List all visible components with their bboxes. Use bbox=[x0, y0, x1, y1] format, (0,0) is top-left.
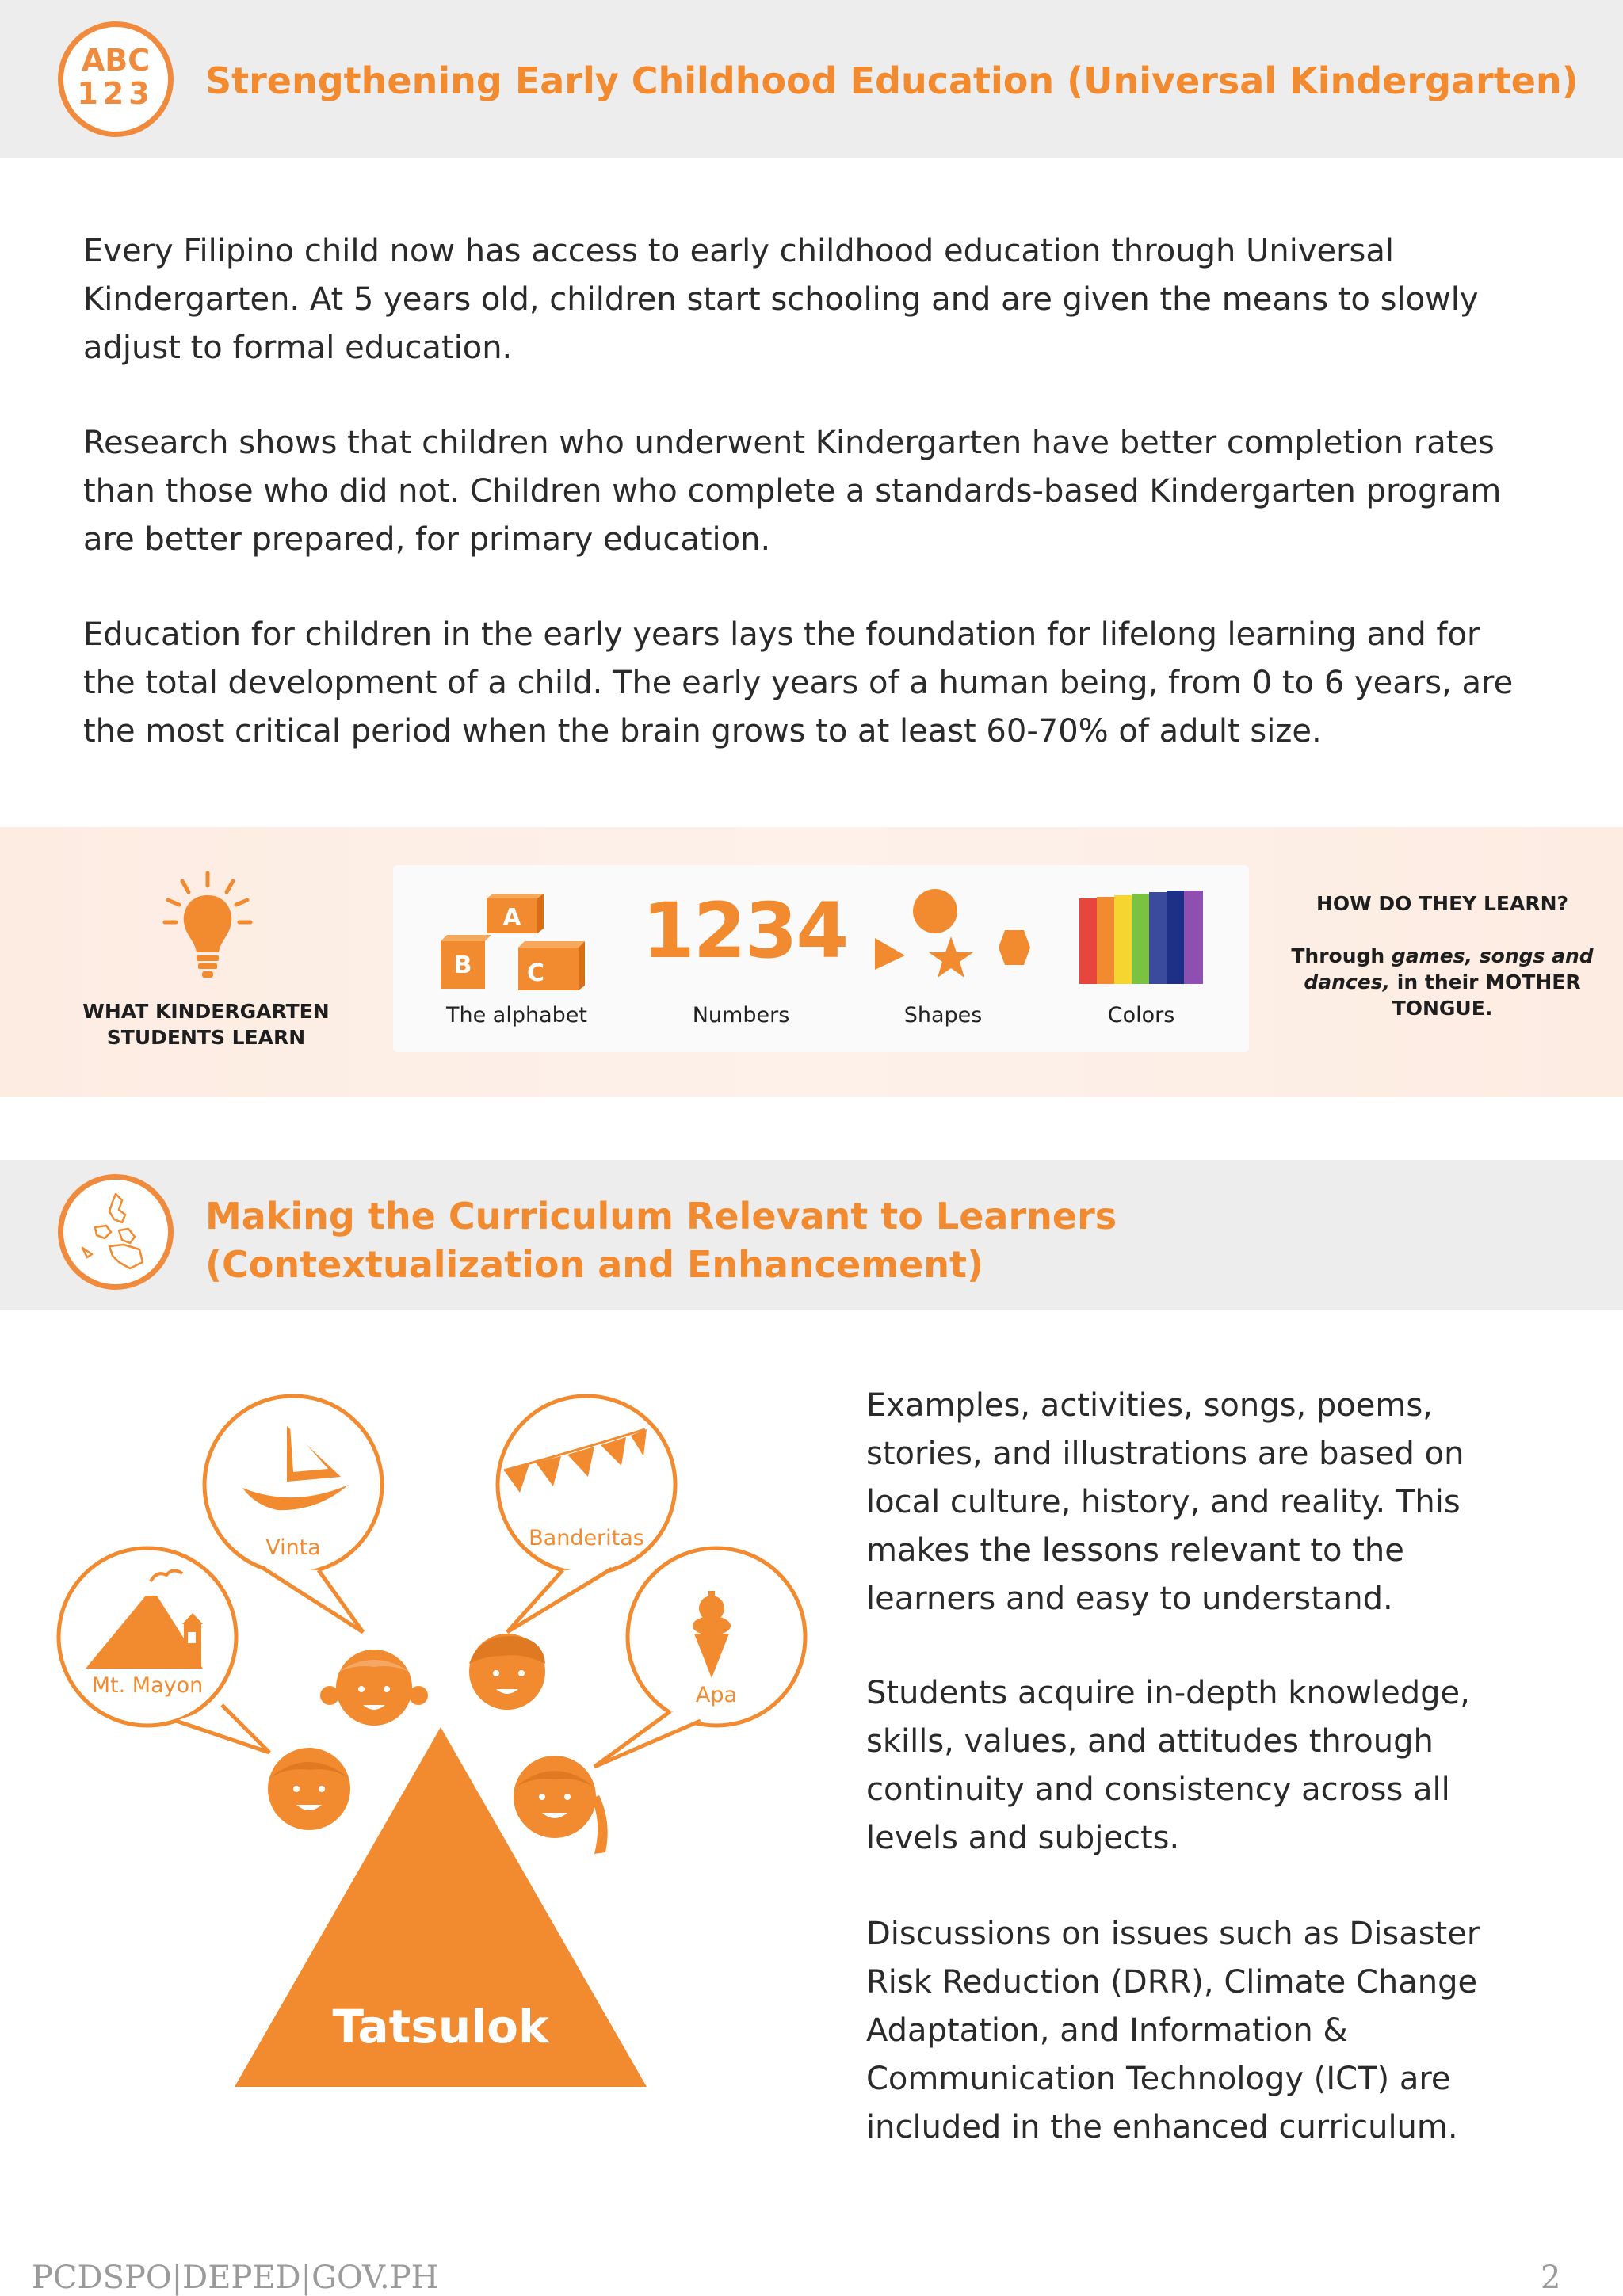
child-face-icon bbox=[514, 1756, 608, 1854]
text-line: included in the enhanced curriculum. bbox=[866, 2109, 1458, 2145]
vinta-icon bbox=[242, 1426, 349, 1510]
section1-paragraph bbox=[83, 227, 1479, 372]
alphabet-label: The alphabet bbox=[446, 1003, 587, 1028]
shapes-icon bbox=[872, 887, 1030, 990]
emblem-123: 123 bbox=[77, 76, 155, 111]
abc-123-icon bbox=[58, 21, 174, 137]
text-line: Education for children in the early years lays the foundation for lifelong learning and for bbox=[83, 616, 1480, 653]
text-line: adjust to formal education. bbox=[83, 330, 513, 366]
how-they-learn-text bbox=[1276, 943, 1609, 1021]
color-swatch bbox=[1167, 891, 1186, 984]
section1-paragraph bbox=[83, 419, 1501, 564]
text-line: are better prepared, for primary education. bbox=[83, 521, 771, 558]
text-line: levels and subjects. bbox=[866, 1820, 1180, 1856]
text-line: the most critical period when the brain grows to at least 60-70% of adult size. bbox=[83, 713, 1322, 749]
shapes-label: Shapes bbox=[903, 1003, 983, 1028]
text-line: skills, values, and attitudes through bbox=[866, 1723, 1434, 1760]
child-face-icon bbox=[469, 1634, 545, 1710]
section2-paragraph bbox=[866, 1910, 1579, 2152]
tatsulok-label: Tatsulok bbox=[332, 2000, 549, 2054]
text-line: Risk Reduction (DRR), Climate Change bbox=[866, 1964, 1478, 2000]
text-run: Through bbox=[1291, 944, 1392, 967]
numbers-graphic: 1234 bbox=[642, 887, 848, 975]
text-run: TONGUE. bbox=[1392, 997, 1493, 1020]
section2-paragraph bbox=[866, 1382, 1579, 1623]
block-letter: C bbox=[526, 959, 545, 987]
text-line: Discussions on issues such as Disaster bbox=[866, 1916, 1480, 1952]
color-swatches bbox=[1079, 891, 1203, 984]
text-line: stories, and illustrations are based on bbox=[866, 1436, 1465, 1472]
colors-label: Colors bbox=[1107, 1003, 1175, 1028]
text-line: local culture, history, and reality. This bbox=[866, 1484, 1461, 1520]
apa-ice-cream-icon bbox=[693, 1591, 731, 1678]
text-line: Students acquire in-depth knowledge, bbox=[866, 1675, 1470, 1711]
lightbulb-icon bbox=[158, 868, 257, 987]
text-line: the total development of a child. The early years of a human being, from 0 to 6 years, are bbox=[83, 665, 1514, 701]
text-line: makes the lessons relevant to the bbox=[866, 1532, 1404, 1569]
block-letter: B bbox=[453, 952, 472, 979]
footer-site: PCDSPO|DEPED|GOV.PH bbox=[32, 2260, 439, 2296]
text-line: learners and easy to understand. bbox=[866, 1581, 1393, 1617]
text-line: STUDENTS LEARN bbox=[106, 1026, 306, 1049]
text-line: Every Filipino child now has access to early childhood education through Universal bbox=[83, 233, 1395, 269]
text-run: in their MOTHER bbox=[1390, 971, 1581, 994]
section2-paragraph bbox=[866, 1669, 1579, 1863]
child-face-icon bbox=[320, 1650, 428, 1726]
what-students-learn-label bbox=[48, 998, 365, 1051]
color-swatch bbox=[1079, 898, 1098, 984]
text-line: Adaptation, and Information & bbox=[866, 2012, 1348, 2049]
color-swatch bbox=[1184, 891, 1203, 984]
text-line: Communication Technology (ICT) are bbox=[866, 2061, 1451, 2097]
emblem-abc: ABC bbox=[81, 43, 151, 78]
text-line: than those who did not. Children who complete a standards-based Kindergarten program bbox=[83, 473, 1502, 509]
numbers-label: Numbers bbox=[692, 1003, 790, 1028]
page-number: 2 bbox=[1541, 2260, 1561, 2296]
text-line: continuity and consistency across all bbox=[866, 1772, 1450, 1808]
banderitas-label: Banderitas bbox=[529, 1526, 644, 1550]
text-line: WHAT KINDERGARTEN bbox=[82, 1000, 330, 1023]
block-letter: A bbox=[502, 904, 521, 932]
color-swatch bbox=[1097, 897, 1116, 984]
vinta-label: Vinta bbox=[265, 1535, 321, 1560]
tatsulok-illustration bbox=[48, 1394, 824, 2092]
alphabet-blocks-icon bbox=[436, 894, 594, 993]
section2-title-line1: Making the Curriculum Relevant to Learners bbox=[205, 1195, 1117, 1238]
philippines-map-icon bbox=[58, 1174, 174, 1290]
child-face-icon bbox=[268, 1748, 350, 1830]
how-they-learn-title: HOW DO THEY LEARN? bbox=[1316, 892, 1569, 915]
color-swatch bbox=[1114, 895, 1133, 984]
text-run: dances, bbox=[1304, 971, 1391, 994]
color-swatch bbox=[1149, 892, 1168, 984]
mt-mayon-icon bbox=[86, 1570, 203, 1669]
text-run: games, songs and bbox=[1391, 944, 1594, 967]
section1-paragraph bbox=[83, 611, 1513, 756]
color-swatch bbox=[1132, 894, 1151, 984]
apa-label: Apa bbox=[695, 1683, 738, 1707]
text-line: Kindergarten. At 5 years old, children start schooling and are given the means to slowly bbox=[83, 281, 1479, 318]
section1-title: Strengthening Early Childhood Education (Universal Kindergarten) bbox=[205, 59, 1579, 102]
mt-mayon-label: Mt. Mayon bbox=[91, 1673, 204, 1698]
text-line: Examples, activities, songs, poems, bbox=[866, 1387, 1433, 1424]
banderitas-icon bbox=[504, 1429, 647, 1493]
section2-title-line2: (Contextualization and Enhancement) bbox=[205, 1243, 984, 1286]
text-line: Research shows that children who underwent Kindergarten have better completion rates bbox=[83, 425, 1495, 461]
